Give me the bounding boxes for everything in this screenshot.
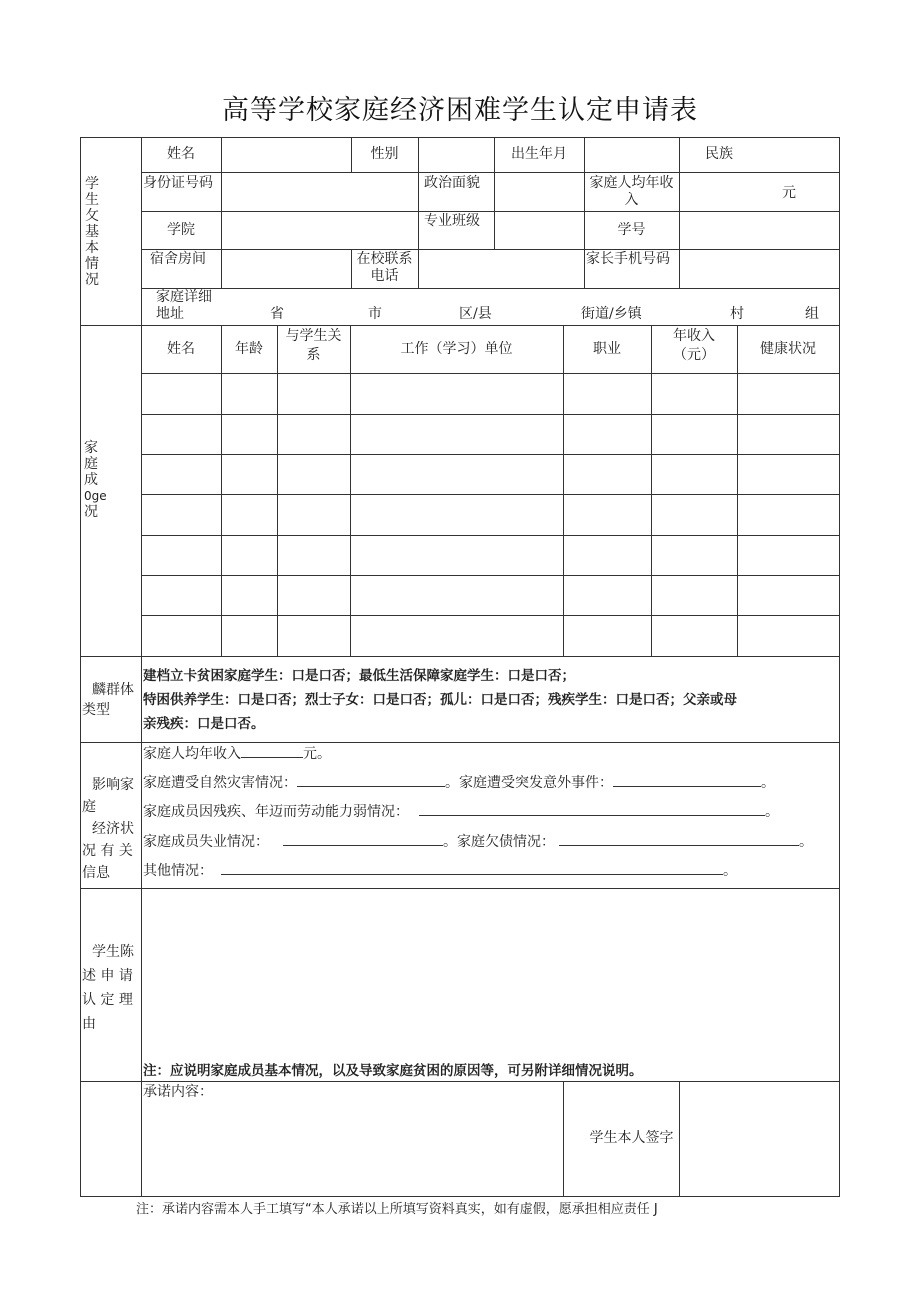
group-type-line3[interactable]: 亲残疾：口是口否。 [143, 716, 265, 732]
disaster-line [143, 774, 775, 792]
label-line: 由 [82, 1016, 96, 1032]
avg-income-label [584, 175, 679, 209]
member-income-header [651, 328, 737, 364]
statement-note: 注：应说明家庭成员基本情况，以及导致家庭贫困的原因等，可另附详细情况说明。 [143, 1063, 643, 1079]
promise-label: 承诺内容： [143, 1084, 213, 1100]
label-line: 述 申 请 [82, 968, 133, 984]
campus-phone-line2: 电话 [370, 268, 399, 284]
other-blank[interactable] [221, 862, 723, 875]
footnote: 注：承诺内容需本人手工填写“本人承诺以上所填写资料真实，如有虚假，愿承担相应责任 J [136, 1202, 658, 1217]
debt-blank[interactable] [559, 833, 799, 846]
city-label: 市 [368, 306, 382, 322]
unemployment-blank[interactable] [283, 833, 443, 846]
period: 。 [765, 804, 779, 820]
id-number-label: 身份证号码 [143, 175, 213, 191]
campus-phone-line1: 在校联系 [356, 251, 413, 267]
parent-phone-field[interactable] [680, 250, 839, 288]
major-class-label: 专业班级 [424, 213, 480, 229]
period: 。 [799, 834, 813, 850]
label-char: 学 [85, 176, 99, 192]
member-row-2[interactable] [142, 415, 839, 454]
gender-field[interactable] [419, 138, 494, 172]
group-type-line2[interactable]: 特困供养学生：口是口否；烈士子女：口是口否；孤儿：口是口否；残疾学生：口是口否；父亲或母 [143, 692, 737, 708]
political-label: 政治面貌 [424, 175, 480, 191]
section1-label [84, 176, 100, 288]
statement-textarea[interactable] [142, 889, 839, 1057]
political-field[interactable] [495, 173, 584, 211]
income-unit: 元。 [303, 746, 331, 762]
label-char: 0ge [84, 489, 107, 503]
address-line1: 家庭详细 [156, 289, 212, 305]
avg-income-line1: 家庭人均年收 [589, 175, 674, 191]
disability-label: 家庭成员因残疾、年迈而劳动能力弱情况： [143, 804, 409, 820]
college-label: 学院 [167, 222, 195, 238]
label-line: 庭 [82, 799, 96, 815]
member-job-header: 职业 [593, 341, 621, 357]
member-relation-header [277, 328, 350, 364]
accident-blank[interactable] [613, 774, 761, 787]
other-label: 其他情况： [143, 863, 213, 879]
disaster-label: 家庭遭受自然灾害情况： [143, 775, 297, 791]
relation-line1: 与学生关 [285, 328, 342, 344]
section4-label [82, 774, 140, 884]
member-row-5[interactable] [142, 536, 839, 575]
member-row-6[interactable] [142, 576, 839, 615]
birth-field[interactable] [585, 138, 679, 172]
label-line: 学生陈 [92, 944, 134, 960]
section2-label [84, 440, 107, 520]
promise-textarea[interactable] [142, 1100, 563, 1196]
label-line: 认 定 理 [82, 992, 133, 1008]
label-line: 信息 [82, 865, 110, 881]
label-line: 影响家 [92, 777, 134, 793]
relation-line2: 系 [306, 347, 321, 363]
section5-label [82, 940, 140, 1036]
period: 。 [761, 775, 775, 791]
yuan-unit: 元 [782, 185, 796, 201]
income-line2: （元） [673, 347, 715, 363]
gender-label: 性别 [370, 146, 399, 162]
section3-label [82, 680, 140, 720]
income-info-label: 家庭人均年收入 [143, 746, 241, 762]
group-label: 组 [805, 306, 819, 322]
disability-line [143, 803, 779, 821]
name-label: 姓名 [167, 146, 195, 162]
member-row-7[interactable] [142, 616, 839, 656]
period: 。 [723, 863, 737, 879]
disaster-blank[interactable] [297, 774, 445, 787]
district-label: 区/县 [459, 306, 492, 322]
member-row-1[interactable] [142, 374, 839, 414]
income-line1: 年收入 [673, 328, 715, 344]
address-label [156, 289, 212, 323]
label-char: 成 [84, 472, 98, 488]
parent-phone-label: 家长手机号码 [586, 251, 670, 267]
label-char: 基 [85, 224, 99, 240]
student-id-field[interactable] [680, 212, 839, 249]
accident-label: 。家庭遭受突发意外事件： [445, 775, 613, 791]
ethnicity-label: 民族 [705, 146, 733, 162]
dorm-label: 宿舍房间 [150, 251, 206, 267]
campus-phone-label [351, 251, 418, 285]
unemployment-line [143, 833, 813, 851]
signature-field[interactable] [680, 1082, 839, 1196]
label-char: 情 [85, 256, 99, 272]
member-work-header: 工作（学习）单位 [400, 341, 513, 357]
unemployment-label: 家庭成员失业情况： [143, 834, 269, 850]
label-char: 攵 [85, 208, 99, 224]
address-line2: 地址 [156, 306, 184, 322]
label-char: 本 [85, 240, 99, 256]
other-line [143, 862, 737, 880]
address-field[interactable] [222, 289, 839, 325]
major-class-field[interactable] [495, 212, 584, 249]
campus-phone-field[interactable] [419, 250, 584, 288]
group-type-line1[interactable]: 建档立卡贫困家庭学生：口是口否；最低生活保障家庭学生：口是口否； [143, 668, 575, 684]
signature-label: 学生本人签字 [589, 1130, 674, 1146]
label-line: 经济状 [92, 821, 134, 837]
label-line: 麟群体 [92, 682, 134, 698]
name-field[interactable] [222, 138, 351, 172]
label-line: 况 有 关 [82, 843, 133, 859]
label-char: 况 [84, 504, 98, 520]
college-field[interactable] [222, 212, 418, 249]
label-char: 生 [85, 192, 99, 208]
member-age-header: 年龄 [235, 341, 263, 357]
ethnicity-field[interactable] [760, 138, 839, 172]
label-char: 况 [85, 272, 99, 288]
label-line: 类型 [82, 702, 110, 718]
page-title: 高等学校家庭经济困难学生认定申请表 [222, 95, 698, 126]
label-char: 家 [84, 440, 98, 456]
dorm-field[interactable] [222, 250, 351, 288]
member-name-header: 姓名 [167, 341, 195, 357]
id-number-field[interactable] [222, 173, 418, 211]
income-info-line [143, 745, 331, 763]
income-blank[interactable] [241, 745, 303, 758]
member-row-4[interactable] [142, 495, 839, 535]
member-health-header: 健康状况 [760, 341, 816, 357]
avg-income-line2: 入 [624, 192, 639, 208]
street-label: 街道/乡镇 [581, 306, 642, 322]
member-row-3[interactable] [142, 455, 839, 494]
disability-blank[interactable] [419, 803, 765, 816]
debt-label: 。家庭欠债情况： [443, 834, 555, 850]
student-id-label: 学号 [617, 222, 646, 238]
birth-label: 出生年月 [511, 146, 567, 162]
label-char: 庭 [84, 456, 98, 472]
province-label: 省 [270, 306, 284, 322]
avg-income-field[interactable] [680, 173, 778, 211]
village-label: 村 [730, 306, 744, 322]
